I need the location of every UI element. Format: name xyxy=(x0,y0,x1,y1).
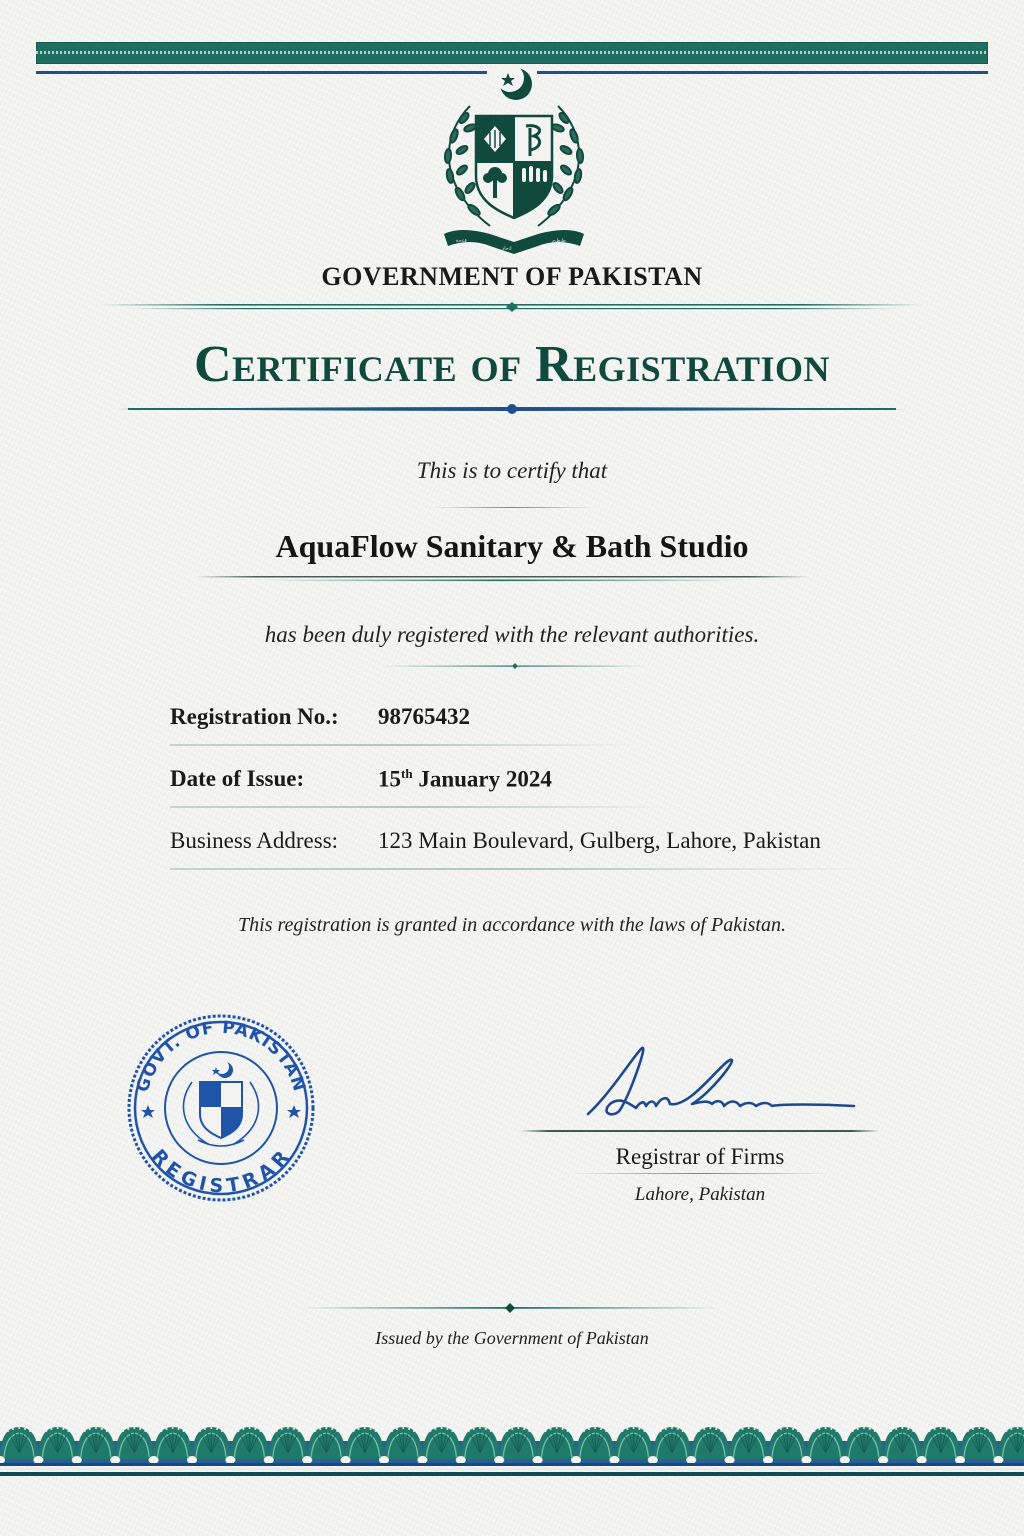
svg-text:REGISTRAR: REGISTRAR xyxy=(147,1145,295,1198)
state-emblem-icon xyxy=(430,66,598,256)
bottom-border-band xyxy=(0,1423,1024,1471)
field-divider xyxy=(170,744,630,746)
signatory-title: Registrar of Firms xyxy=(615,1144,785,1169)
business-address-value: 123 Main Boulevard, Gulberg, Lahore, Pakistan xyxy=(378,828,821,853)
field-registration-number xyxy=(170,700,870,762)
business-name-underline xyxy=(195,576,810,582)
signatory-rule xyxy=(570,1173,830,1174)
registrar-stamp-icon xyxy=(108,1012,334,1202)
top-border-band xyxy=(36,42,988,64)
field-label: Date of Issue: xyxy=(170,766,305,791)
registrar-signature xyxy=(580,1044,860,1124)
bottom-rule xyxy=(0,1472,1024,1476)
svg-text:ﻇﻧﻇﻳﻡ: ﻇﻧﻇﻳﻡ xyxy=(552,238,566,244)
field-label: Registration No.: xyxy=(170,704,339,729)
certify-statement: This is to certify that xyxy=(416,458,608,483)
certificate-title: Certificate of Registration xyxy=(193,336,831,393)
business-name: AquaFlow Sanitary & Bath Studio xyxy=(275,528,749,564)
date-of-issue-value: 15th January 2024 xyxy=(378,766,552,792)
blue-divider xyxy=(118,402,906,416)
registration-details xyxy=(170,700,870,886)
issuer-heading: GOVERNMENT OF PAKISTAN xyxy=(321,262,703,291)
green-divider xyxy=(100,302,924,312)
short-rule xyxy=(430,507,595,508)
svg-text:ﻗﻏﺟﺓ: ﻗﻏﺟﺓ xyxy=(456,238,467,244)
signature-line xyxy=(520,1130,880,1132)
field-divider xyxy=(170,806,670,808)
field-business-address xyxy=(170,824,870,886)
legal-statement: This registration is granted in accordance with the laws of Pakistan. xyxy=(238,914,786,936)
field-date-of-issue xyxy=(170,762,870,824)
field-divider xyxy=(170,868,870,870)
registration-number-value: 98765432 xyxy=(378,704,470,729)
signatory-location: Lahore, Pakistan xyxy=(634,1184,766,1205)
registered-statement: has been duly registered with the relevant authorities. xyxy=(264,622,760,647)
footer-divider xyxy=(300,1303,720,1313)
issued-by-statement: Issued by the Government of Pakistan xyxy=(375,1328,649,1348)
small-divider xyxy=(380,662,650,670)
field-label: Business Address: xyxy=(170,828,339,853)
svg-text:ﺍﺗﺣﺎﺩ: ﺍﺗﺣﺎﺩ xyxy=(502,246,512,252)
svg-text:GOVT. OF PAKISTAN: GOVT. OF PAKISTAN xyxy=(132,1017,310,1095)
